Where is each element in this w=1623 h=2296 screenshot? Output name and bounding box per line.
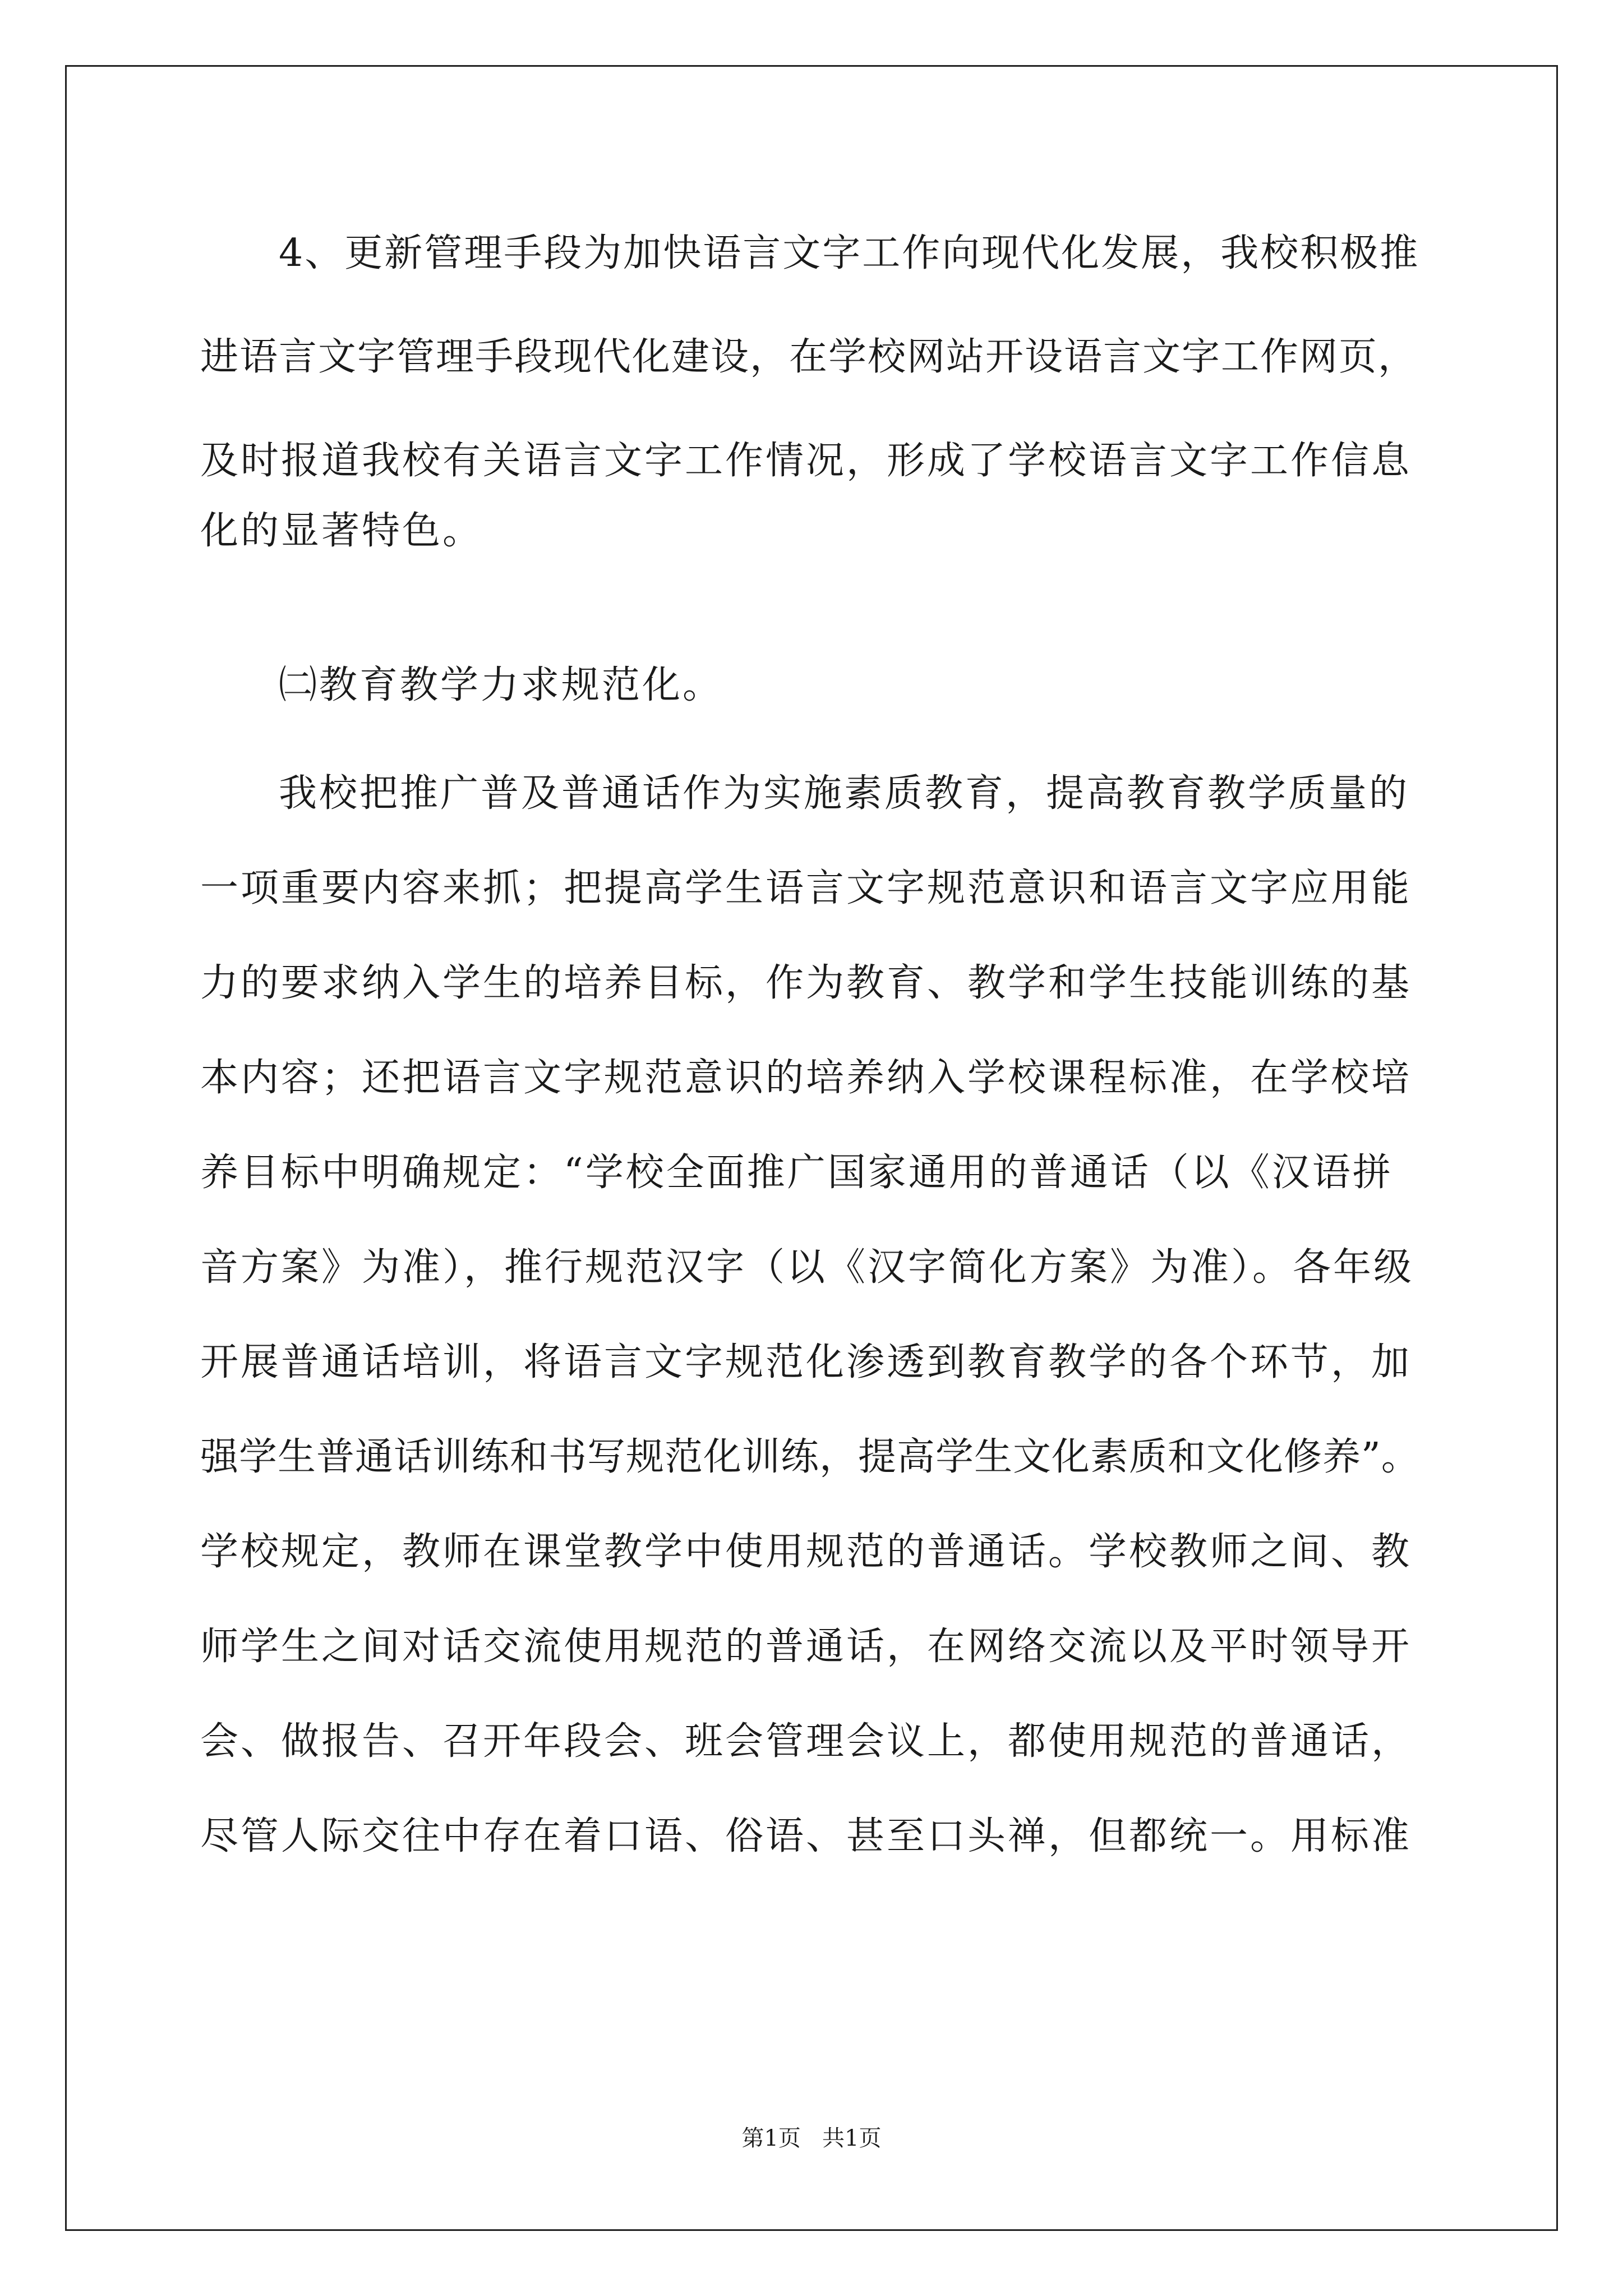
- body-text-line: 强学生普通话训练和书写规范化训练，提高学生文化素质和文化修养”。: [200, 1435, 1420, 1479]
- body-text-line: 及时报道我校有关语言文字工作情况，形成了学校语言文字工作信息: [200, 439, 1412, 483]
- body-text-line: 本内容；还把语言文字规范意识的培养纳入学校课程标准，在学校培: [200, 1056, 1412, 1100]
- page-footer: 第1页 共1页: [741, 2125, 882, 2151]
- body-text-line: 化的显著特色。: [200, 509, 483, 553]
- body-text-line: 一项重要内容来抓；把提高学生语言文字规范意识和语言文字应用能: [200, 866, 1412, 910]
- page-border: [65, 65, 1558, 2231]
- body-text-line: 我校把推广普及普通话作为实施素质教育，提高教育教学质量的: [279, 771, 1410, 816]
- body-text-line: 4、更新管理手段为加快语言文字工作向现代化发展，我校积极推: [279, 231, 1420, 275]
- body-text-line: 力的要求纳入学生的培养目标，作为教育、教学和学生技能训练的基: [200, 961, 1412, 1005]
- body-text-line: 养目标中明确规定：“学校全面推广国家通用的普通话（以《汉语拼: [200, 1151, 1393, 1195]
- section-heading: ㈡教育教学力求规范化。: [279, 663, 723, 707]
- body-text-line: 尽管人际交往中存在着口语、俗语、甚至口头禅，但都统一。用标准: [200, 1814, 1412, 1858]
- body-text-line: 进语言文字管理手段现代化建设，在学校网站开设语言文字工作网页，: [200, 335, 1418, 379]
- body-text-line: 音方案》为准），推行规范汉字（以《汉字简化方案》为准）。各年级: [200, 1245, 1414, 1290]
- body-text-line: 学校规定，教师在课堂教学中使用规范的普通话。学校教师之间、教: [200, 1530, 1412, 1574]
- body-text-line: 师学生之间对话交流使用规范的普通话，在网络交流以及平时领导开: [200, 1625, 1412, 1669]
- body-text-line: 会、做报告、召开年段会、班会管理会议上，都使用规范的普通话，: [200, 1719, 1412, 1764]
- body-text-line: 开展普通话培训，将语言文字规范化渗透到教育教学的各个环节，加: [200, 1340, 1412, 1384]
